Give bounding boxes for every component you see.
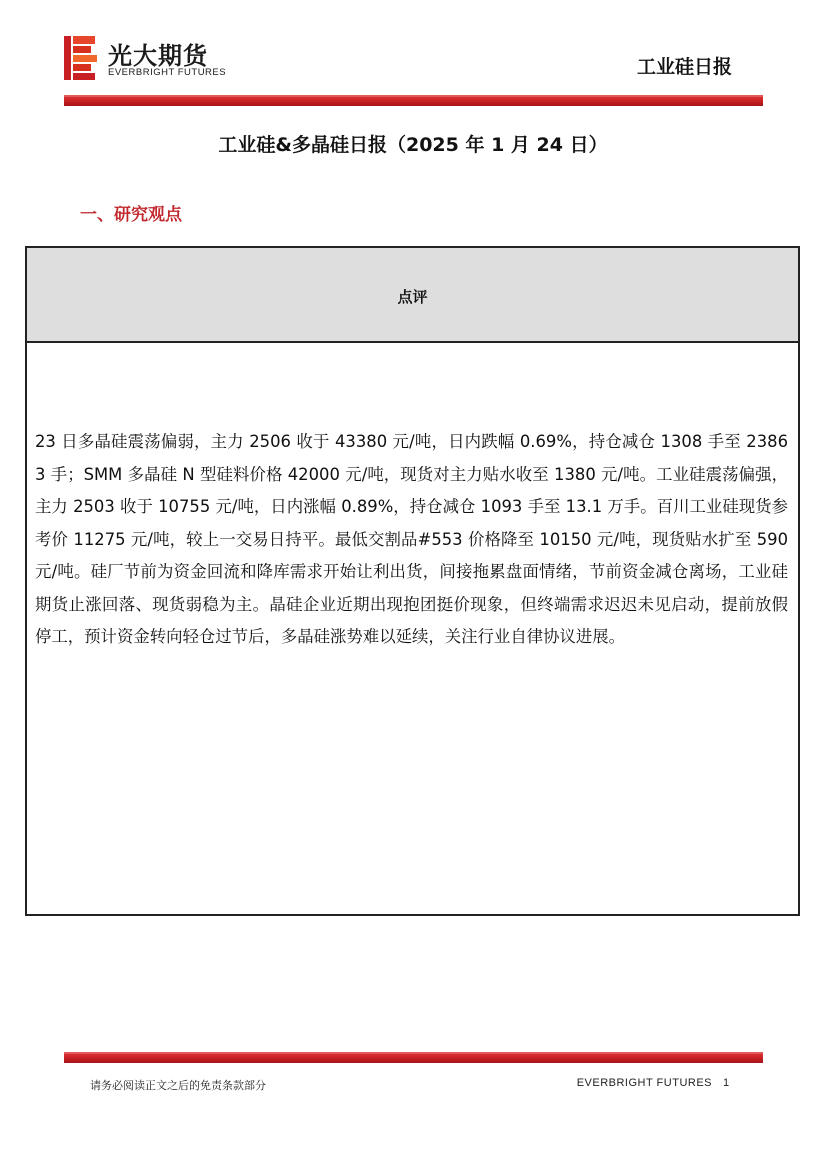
disclaimer-note: 请务必阅读正文之后的免责条款部分 — [90, 1079, 266, 1092]
brand-name-cn: 光大期货 — [108, 42, 208, 70]
commentary-box — [25, 246, 800, 916]
commentary-header-label: 点评 — [397, 288, 428, 306]
everbright-logo-icon — [64, 36, 98, 80]
document-title: 工业硅&多晶硅日报（2025 年 1 月 24 日） — [218, 134, 608, 156]
brand-logo — [64, 36, 264, 82]
header-title: 工业硅日报 — [636, 56, 732, 78]
footer-divider — [64, 1052, 763, 1063]
commentary-header — [27, 248, 798, 343]
page-number: 1 — [723, 1077, 730, 1089]
commentary-body: 23 日多晶硅震荡偏弱，主力 2506 收于 43380 元/吨，日内跌幅 0.69%，持仓减仓 1308 手至 23863 手；SMM 多晶硅 N 型硅料价格 42000 元/吨，现货对主力贴水收至 1380 元/吨。工业硅震荡偏强，主力 2503 收于 10755 元/吨，日内涨幅 0.89%，持仓减仓 1093 手至 13.1 万手。百川工业硅现货参考价 11275 元/吨，较上一交易日持平。最低交割品#553 价格降至 10150 元/吨，现货贴水扩至 590 元/吨。硅厂节前为资金回流和降库需求开始让利出货，间接拖累盘面情绪，节前资金减仓离场，工业硅期货止涨回落、现货弱稳为主。晶硅企业近期出现抱团挺价现象，但终端需求迟迟未见启动，提前放假停工，预计资金转向轻仓过节后，多晶硅涨势难以延续，关注行业自律协议进展。 — [35, 432, 788, 646]
header-divider — [64, 95, 763, 106]
brand-name-en: EVERBRIGHT FUTURES — [108, 67, 227, 78]
section-heading: 一、研究观点 — [80, 205, 182, 225]
footer-brand: EVERBRIGHT FUTURES — [576, 1077, 712, 1089]
